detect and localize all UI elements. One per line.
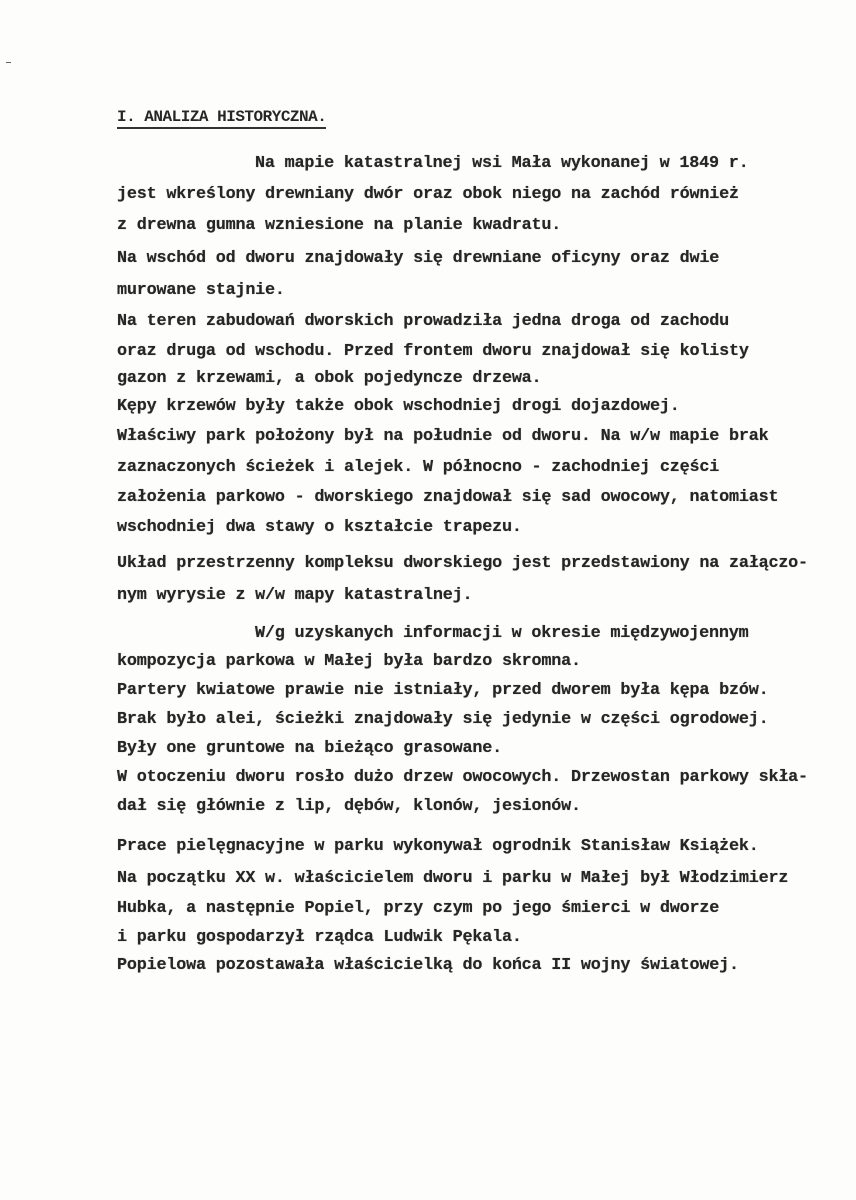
text-line: kompozycja parkowa w Małej była bardzo skromna. [117,652,581,671]
text-line: Brak było alei, ścieżki znajdowały się jedynie w części ogrodowej. [117,710,769,729]
text-line: Prace pielęgnacyjne w parku wykonywał ogrodnik Stanisław Książek. [117,837,759,856]
text-line: Układ przestrzenny kompleksu dworskiego jest przedstawiony na załączo- [117,554,808,573]
text-line: W/g uzyskanych informacji w okresie międzywojennym [255,624,749,643]
text-line: jest wkreślony drewniany dwór oraz obok niego na zachód również [117,185,739,204]
text-line: W otoczeniu dworu rosło dużo drzew owocowych. Drzewostan parkowy skła- [117,768,808,787]
scan-mark [6,62,11,66]
text-line: zaznaczonych ścieżek i alejek. W północno - zachodniej części [117,458,720,477]
text-line: założenia parkowo - dworskiego znajdował się sad owocowy, natomiast [117,488,779,507]
text-line: wschodniej dwa stawy o kształcie trapezu. [117,518,522,537]
text-line: Właściwy park położony był na południe od dworu. Na w/w mapie brak [117,427,769,446]
text-line: Na początku XX w. właścicielem dworu i parku w Małej był Włodzimierz [117,869,789,888]
text-line: Na mapie katastralnej wsi Mała wykonanej w 1849 r. [255,154,749,173]
text-line: nym wyrysie z w/w mapy katastralnej. [117,586,473,605]
text-line: oraz druga od wschodu. Przed frontem dworu znajdował się kolisty [117,342,749,361]
text-line: Były one gruntowe na bieżąco grasowane. [117,739,502,758]
text-line: dał się głównie z lip, dębów, klonów, jesionów. [117,797,581,816]
text-line: Hubka, a następnie Popiel, przy czym po jego śmierci w dworze [117,899,720,918]
text-line: Popielowa pozostawała właścicielką do końca II wojny światowej. [117,956,739,975]
section-title: I. ANALIZA HISTORYCZNA. [117,108,326,129]
text-line: murowane stajnie. [117,281,285,300]
text-line: Na wschód od dworu znajdowały się drewniane oficyny oraz dwie [117,249,720,268]
text-line: z drewna gumna wzniesione na planie kwadratu. [117,216,562,235]
text-line: i parku gospodarzył rządca Ludwik Pękala. [117,928,522,947]
text-line: gazon z krzewami, a obok pojedyncze drzewa. [117,369,542,388]
text-line: Na teren zabudowań dworskich prowadziła jedna droga od zachodu [117,312,729,331]
text-line: Partery kwiatowe prawie nie istniały, przed dworem była kępa bzów. [117,681,769,700]
text-line: Kępy krzewów były także obok wschodniej drogi dojazdowej. [117,397,680,416]
